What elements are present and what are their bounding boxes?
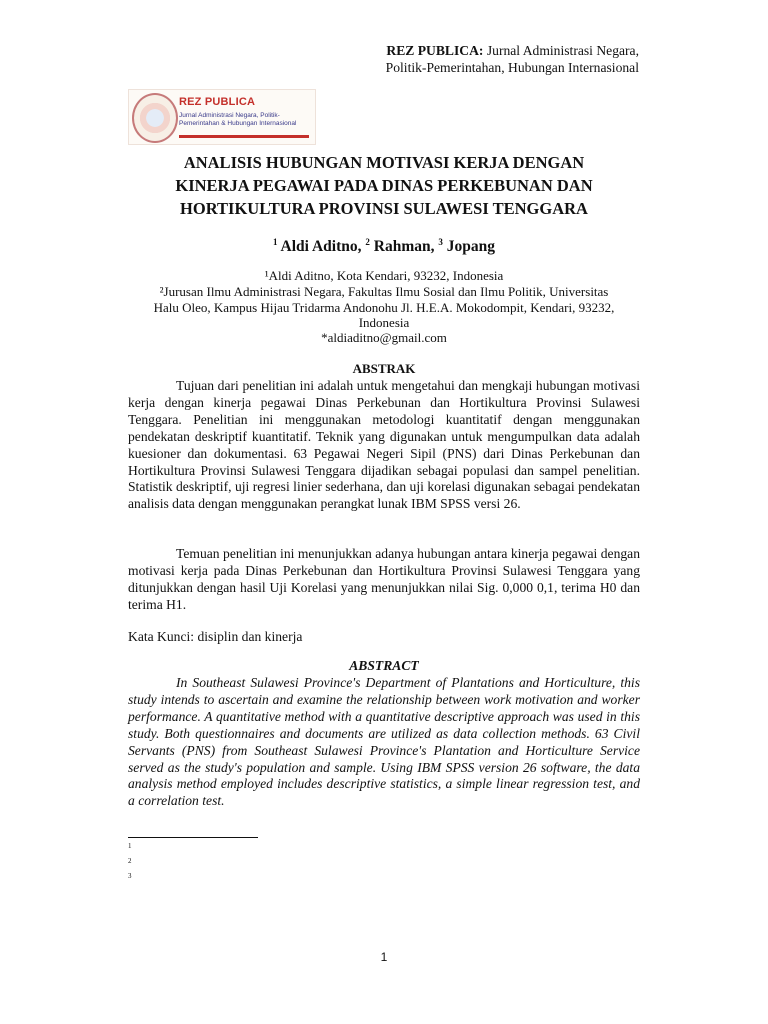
author-3-number: 3	[438, 237, 443, 247]
logo-name: REZ PUBLICA	[179, 96, 256, 108]
abstrak-paragraph-2: Temuan penelitian ini menunjukkan adanya hubungan antara kinerja pegawai dengan motivasi kerja pada Dinas Perkebunan dan Hortikultura Provinsi Sulawesi Tenggara yang ditunjukkan dengan hasil Uji Korelasi yang menunjukkan nilai Sig. 0,000 0,1, terima H0 dan terima H1.	[128, 546, 640, 612]
journal-header	[386, 42, 639, 76]
footnote-1: 1	[128, 842, 132, 850]
footnote-divider	[128, 837, 258, 838]
author-2-number: 2	[365, 237, 370, 247]
affiliation-2-line-3: Indonesia	[358, 315, 410, 330]
keywords: Kata Kunci: disiplin dan kinerja	[128, 629, 303, 644]
title-line-2: KINERJA PEGAWAI PADA DINAS PERKEBUNAN DAN	[175, 176, 593, 195]
journal-line2: Politik-Pemerintahan, Hubungan Internasional	[385, 60, 639, 75]
abstract-heading: ABSTRACT	[349, 658, 419, 673]
journal-name: REZ PUBLICA:	[386, 43, 484, 58]
logo-stripe	[179, 135, 309, 138]
author-list	[128, 232, 640, 257]
abstrak-heading: ABSTRAK	[352, 361, 416, 376]
footnote-3: 3	[128, 872, 132, 880]
author-1-number: 1	[273, 237, 278, 247]
affiliation-2-line-1: ²Jurusan Ilmu Administrasi Negara, Fakultas Ilmu Sosial dan Ilmu Politik, Universitas	[159, 284, 609, 299]
logo-subtitle: Jurnal Administrasi Negara, Politik-Pemerintahan & Hubungan Internasional	[179, 112, 297, 127]
abstract-paragraph-1: In Southeast Sulawesi Province's Department of Plantations and Horticulture, this study intends to ascertain and examine the relationship between work motivation and worker performance. A quantitative method with a quantitative descriptive approach was used in this study. Both questionnaires and documents are utilized as data collection methods. 63 Civil Servants (PNS) from Southeast Sulawesi Province's Plantation and Horticulture Service served as the study's population and sample. Using IBM SPSS version 26 software, the data analysis method employed includes descriptive statistics, a simple linear regression test, and a correlation test.	[128, 675, 640, 809]
abstrak-paragraph-1: Tujuan dari penelitian ini adalah untuk mengetahui dan mengkaji hubungan motivasi kerja dengan kinerja pegawai Dinas Perkebunan dan Hortikultura Provinsi Sulawesi Tenggara. Penelitian ini menggunakan metodologi kuantitatif dengan menggunakan pendekatan deskriptif kuantitatif. Teknik yang digunakan untuk mengumpulkan data adalah kuesioner dan dokumentasi. 63 Pegawai Negeri Sipil (PNS) dari Dinas Perkebunan dan Hortikultura Provinsi Sulawesi Tenggara dijadikan sebagai populasi dan sampel penelitian. Statistik deskriptif, uji regresi linier sederhana, dan uji korelasi digunakan sebagai pendekatan analisis data dengan menggunakan perangkat lunak IBM SPSS versi 26.	[128, 378, 640, 512]
title-line-3: HORTIKULTURA PROVINSI SULAWESI TENGGARA	[180, 199, 588, 218]
journal-line1: Jurnal Administrasi Negara,	[483, 43, 639, 58]
page-number: 1	[380, 950, 388, 964]
paper-title	[128, 151, 640, 220]
author-2-name: Rahman,	[373, 238, 435, 255]
affiliation-2	[128, 284, 640, 331]
title-line-1: ANALISIS HUBUNGAN MOTIVASI KERJA DENGAN	[183, 153, 585, 172]
corresponding-email: *aldiaditno@gmail.com	[321, 330, 447, 345]
affiliation-1: ¹Aldi Aditno, Kota Kendari, 93232, Indonesia	[264, 268, 504, 283]
author-1-name: Aldi Aditno,	[280, 238, 362, 255]
logo-emblem-icon	[132, 93, 178, 143]
footnote-2: 2	[128, 857, 132, 865]
journal-logo	[128, 89, 316, 145]
author-3-name: Jopang	[446, 238, 495, 255]
affiliation-2-line-2: Halu Oleo, Kampus Hijau Tridarma Andonohu Jl. H.E.A. Mokodompit, Kendari, 93232,	[153, 299, 615, 315]
